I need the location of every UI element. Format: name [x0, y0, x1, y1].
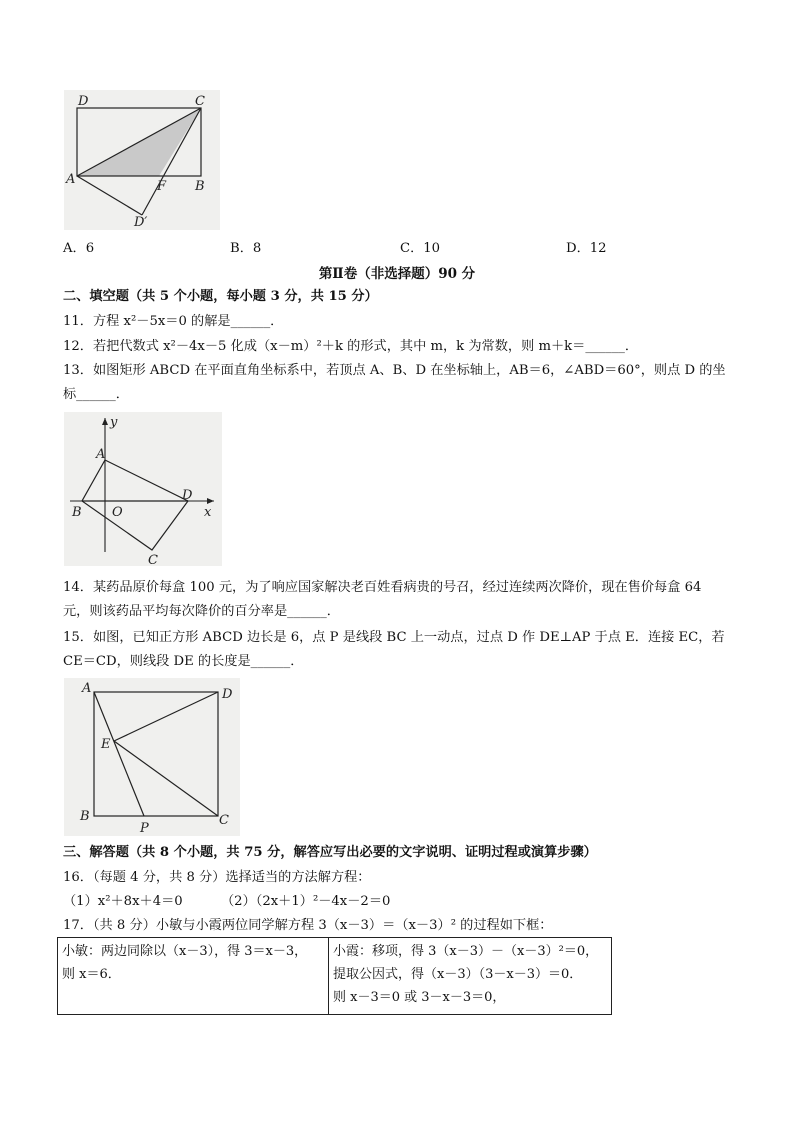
- label-a: A: [82, 681, 92, 696]
- question-14-line2: 元，则该药品平均每次降价的百分率是______．: [63, 604, 340, 619]
- section3-header: 三、解答题（共 8 个小题，共 75 分，解答应写出必要的文字说明、证明过程或演算步骤）: [63, 845, 597, 860]
- question-15-line2: CE＝CD，则线段 DE 的长度是______．: [63, 654, 304, 669]
- question-16-part2: （2）（2x＋1）²－4x－2＝0: [221, 894, 391, 909]
- label-b: B: [80, 809, 90, 824]
- option-c: C．10: [400, 241, 441, 256]
- question-16: 16．（每题 4 分，共 8 分）选择适当的方法解方程：: [63, 870, 371, 885]
- option-a: A．6: [63, 241, 95, 256]
- xiaoxia-line1: 小霞：移项，得 3（x－3）－（x－3）²＝0，: [333, 944, 599, 959]
- option-b: B．8: [230, 241, 262, 256]
- xiaomin-solution: [58, 938, 329, 1015]
- label-x: x: [204, 505, 212, 520]
- label-c: C: [148, 553, 158, 566]
- part2-title: 第Ⅱ卷（非选择题）90 分: [318, 266, 476, 282]
- square-abcd: [94, 692, 218, 816]
- label-c: C: [219, 813, 229, 828]
- figure-square-abcd: [64, 678, 240, 836]
- question-14-line1: 14．某药品原价每盒 100 元，为了响应国家解决老百姓看病贵的号召，经过连续两次降价，现在售价每盒 64: [63, 580, 702, 595]
- xiaoxia-line3: 则 x－3＝0 或 3－x－3＝0，: [333, 990, 506, 1005]
- question-13-line1: 13．如图矩形 ABCD 在平面直角坐标系中，若顶点 A、B、D 在坐标轴上，AB＝6，∠ABD＝60°，则点 D 的坐: [63, 363, 726, 378]
- label-d-prime: D′: [134, 215, 148, 230]
- question-13-line2: 标______．: [63, 387, 129, 402]
- rectangle-abcd: [82, 460, 188, 550]
- label-b: B: [195, 179, 205, 194]
- section2-header: 二、填空题（共 5 个小题，每小题 3 分，共 15 分）: [63, 289, 378, 304]
- figure-rectangle-fold: [64, 90, 220, 230]
- solution-comparison-box: [57, 937, 612, 1015]
- label-f: F: [157, 179, 167, 194]
- label-d: D: [78, 94, 89, 109]
- label-e: E: [101, 737, 111, 752]
- label-o: O: [112, 505, 123, 520]
- label-d: D: [222, 687, 233, 702]
- label-a: A: [66, 172, 76, 187]
- label-y: y: [110, 415, 118, 430]
- label-d: D: [182, 488, 193, 503]
- question-17: 17．（共 8 分）小敏与小霞两位同学解方程 3（x－3）＝（x－3）² 的过程如下框：: [63, 918, 553, 933]
- question-15-line1: 15．如图，已知正方形 ABCD 边长是 6，点 P 是线段 BC 上一动点，过点 D 作 DE⊥AP 于点 E．连接 EC，若: [63, 630, 725, 645]
- xiaomin-line1: 小敏：两边同除以（x－3），得 3＝x－3，: [62, 944, 308, 959]
- label-p: P: [140, 821, 149, 836]
- xiaoxia-line2: 提取公因式，得（x－3）（3－x－3）＝0．: [333, 967, 583, 982]
- label-a: A: [96, 447, 106, 462]
- xiaomin-line2: 则 x＝6．: [62, 967, 121, 982]
- label-b: B: [72, 505, 82, 520]
- question-16-part1: （1）x²＋8x＋4＝0: [63, 894, 183, 909]
- figure-coordinate-rectangle: [64, 412, 222, 566]
- question-12: 12．若把代数式 x²－4x－5 化成（x－m）²＋k 的形式，其中 m，k 为常数，则 m＋k＝______．: [63, 339, 639, 354]
- label-c: C: [195, 94, 205, 109]
- option-d: D．12: [566, 241, 607, 256]
- question-11: 11．方程 x²－5x＝0 的解是______．: [63, 314, 284, 329]
- xiaoxia-solution: [329, 938, 612, 1015]
